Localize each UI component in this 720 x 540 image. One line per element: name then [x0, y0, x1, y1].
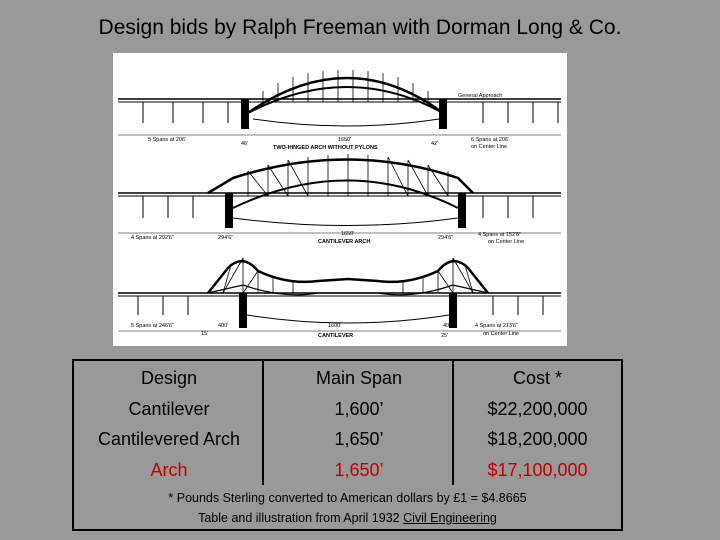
cantilever-right-end: 25': [441, 333, 449, 339]
cantilever-left-end: 15': [201, 331, 209, 337]
arch-left-spans: 5 Spans at 206': [148, 137, 187, 143]
row-span: 1,600’: [334, 399, 384, 419]
cantilevered-arch-right-spans: 4 Spans at 152'6": [478, 232, 522, 238]
row-cost: $22,200,000: [487, 399, 588, 419]
row-span: 1,650’: [334, 429, 384, 449]
arch-elevation-drawing: [118, 70, 561, 135]
arch-center-line: on Center Line: [471, 144, 508, 150]
cantilevered-arch-left-spans: 4 Spans at 292'6": [131, 235, 175, 241]
currency-footnote: * Pounds Sterling converted to American dollars by £1 = $4.8665: [168, 491, 527, 505]
cantilever-right-spans: 4 Spans at 213'6": [475, 323, 519, 329]
row-design: Cantilever: [128, 399, 210, 419]
cantilever-elevation-drawing: [118, 258, 561, 331]
arch-right-end: 42': [431, 141, 439, 147]
cantilever-caption: CANTILEVER: [318, 333, 354, 339]
cantilevered-arch-right-anchor: 294'6": [438, 235, 454, 241]
cantilever-left-anchor: 400': [218, 323, 229, 329]
table-row-highlighted: [74, 455, 621, 485]
table-row: [74, 394, 621, 424]
arch-caption: TWO-HINGED ARCH WITHOUT PYLONS: [273, 145, 378, 151]
slide-title: Design bids by Ralph Freeman with Dorman Long & Co.: [98, 16, 622, 39]
row-design: Arch: [150, 460, 188, 480]
row-cost: $17,100,000: [487, 460, 588, 480]
cantilevered-arch-main-span: 1650': [341, 231, 355, 237]
bid-comparison-table: [72, 359, 623, 531]
table-header-row: [74, 363, 621, 393]
source-prefix: Table and illustration from April 1932: [198, 511, 404, 525]
header-main-span: Main Span: [315, 368, 403, 388]
cantilevered-arch-elevation-drawing: [118, 154, 561, 233]
source-footnote: [74, 511, 621, 525]
arch-approach-note: General Approach: [458, 93, 503, 99]
cantilever-main-span: 1600': [328, 323, 342, 329]
bridge-designs-illustration: [113, 53, 567, 346]
row-design: Cantilevered Arch: [97, 429, 241, 449]
cantilevered-arch-left-anchor: 294'6": [218, 235, 234, 241]
header-design: Design: [140, 368, 198, 388]
cantilevered-arch-caption: CANTILEVER ARCH: [318, 239, 371, 245]
cantilever-left-spans: 5 Spans at 246'6": [131, 323, 175, 329]
cantilevered-arch-center-line: on Center Line: [488, 239, 525, 245]
row-span: 1,650’: [334, 460, 384, 480]
table-row: [74, 424, 621, 454]
arch-right-spans: 6 Spans at 206': [471, 137, 510, 143]
cantilever-right-anchor: 400': [443, 323, 454, 329]
row-cost: $18,200,000: [487, 429, 588, 449]
arch-left-end: 46': [241, 141, 249, 147]
cantilever-center-line: on Center Line: [483, 331, 520, 337]
header-cost: Cost *: [512, 368, 563, 388]
arch-main-span: 1650': [338, 137, 352, 143]
source-publication-link[interactable]: Civil Engineering: [403, 511, 497, 525]
